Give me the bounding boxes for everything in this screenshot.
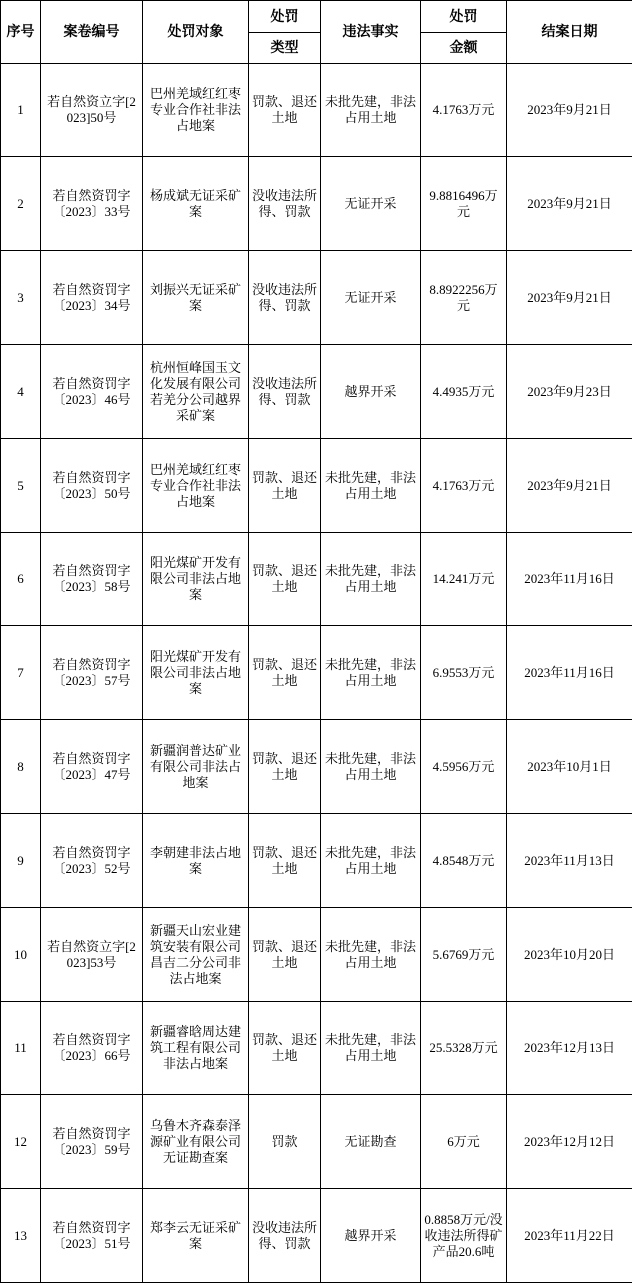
cell-penalty-type: 罚款、退还土地 xyxy=(249,814,321,908)
cell-penalty-type: 罚款、退还土地 xyxy=(249,1002,321,1095)
cell-fine: 4.1763万元 xyxy=(421,439,507,533)
cell-facts: 未批先建，非法占用土地 xyxy=(321,814,421,908)
cell-date: 2023年9月21日 xyxy=(507,251,632,345)
table-row xyxy=(1,1095,632,1189)
cell-target: 乌鲁木齐森泰泽源矿业有限公司无证勘查案 xyxy=(143,1095,249,1189)
cell-penalty-type: 没收违法所得、罚款 xyxy=(249,1189,321,1283)
cell-fine: 25.5328万元 xyxy=(421,1002,507,1095)
header-row-top xyxy=(1,1,632,33)
table-row xyxy=(1,1189,632,1283)
cell-target: 巴州羌域红红枣专业合作社非法占地案 xyxy=(143,439,249,533)
header-fine-bottom: 金额 xyxy=(421,33,507,64)
cell-date: 2023年10月20日 xyxy=(507,908,632,1002)
cell-fine: 5.6769万元 xyxy=(421,908,507,1002)
cell-target: 新疆天山宏业建筑安装有限公司昌吉二分公司非法占地案 xyxy=(143,908,249,1002)
header-facts: 违法事实 xyxy=(321,1,421,64)
table-row xyxy=(1,626,632,720)
cell-fine: 4.8548万元 xyxy=(421,814,507,908)
cell-seq: 10 xyxy=(1,908,41,1002)
cell-case-no: 若自然资罚字〔2023〕59号 xyxy=(41,1095,143,1189)
cell-fine: 9.8816496万元 xyxy=(421,157,507,251)
cell-facts: 越界开采 xyxy=(321,1189,421,1283)
cell-target: 阳光煤矿开发有限公司非法占地案 xyxy=(143,533,249,626)
cell-case-no: 若自然资罚字〔2023〕51号 xyxy=(41,1189,143,1283)
cell-seq: 5 xyxy=(1,439,41,533)
cell-facts: 未批先建，非法占用土地 xyxy=(321,1002,421,1095)
cell-target: 阳光煤矿开发有限公司非法占地案 xyxy=(143,626,249,720)
cell-seq: 8 xyxy=(1,720,41,814)
cell-target: 杭州恒峰国玉文化发展有限公司若羌分公司越界采矿案 xyxy=(143,345,249,439)
cell-date: 2023年11月16日 xyxy=(507,626,632,720)
cell-target: 李朝建非法占地案 xyxy=(143,814,249,908)
cell-date: 2023年9月21日 xyxy=(507,64,632,157)
cell-case-no: 若自然资罚字〔2023〕47号 xyxy=(41,720,143,814)
cell-penalty-type: 没收违法所得、罚款 xyxy=(249,251,321,345)
cell-penalty-type: 罚款、退还土地 xyxy=(249,533,321,626)
table-row xyxy=(1,720,632,814)
cell-facts: 越界开采 xyxy=(321,345,421,439)
cell-fine: 8.8922256万元 xyxy=(421,251,507,345)
cell-case-no: 若自然资罚字〔2023〕33号 xyxy=(41,157,143,251)
cell-case-no: 若自然资罚字〔2023〕50号 xyxy=(41,439,143,533)
cell-penalty-type: 罚款、退还土地 xyxy=(249,908,321,1002)
header-target: 处罚对象 xyxy=(143,1,249,64)
cell-target: 刘振兴无证采矿案 xyxy=(143,251,249,345)
cell-facts: 未批先建，非法占用土地 xyxy=(321,720,421,814)
cell-fine: 14.241万元 xyxy=(421,533,507,626)
cell-facts: 无证勘查 xyxy=(321,1095,421,1189)
cell-date: 2023年9月21日 xyxy=(507,439,632,533)
table-row xyxy=(1,1002,632,1095)
cell-facts: 无证开采 xyxy=(321,157,421,251)
header-fine-top: 处罚 xyxy=(421,1,507,33)
table-row xyxy=(1,345,632,439)
cell-seq: 6 xyxy=(1,533,41,626)
cell-penalty-type: 罚款、退还土地 xyxy=(249,439,321,533)
cell-facts: 未批先建，非法占用土地 xyxy=(321,64,421,157)
cell-facts: 无证开采 xyxy=(321,251,421,345)
cell-fine: 4.5956万元 xyxy=(421,720,507,814)
cell-seq: 4 xyxy=(1,345,41,439)
cell-seq: 3 xyxy=(1,251,41,345)
cell-case-no: 若自然资罚字〔2023〕57号 xyxy=(41,626,143,720)
cell-case-no: 若自然资罚字〔2023〕66号 xyxy=(41,1002,143,1095)
cell-fine: 0.8858万元/没收违法所得矿产品20.6吨 xyxy=(421,1189,507,1283)
cell-seq: 13 xyxy=(1,1189,41,1283)
table-row xyxy=(1,251,632,345)
header-ptype-bottom: 类型 xyxy=(249,33,321,64)
cell-target: 郑李云无证采矿案 xyxy=(143,1189,249,1283)
cell-facts: 未批先建，非法占用土地 xyxy=(321,533,421,626)
cell-seq: 7 xyxy=(1,626,41,720)
cell-seq: 9 xyxy=(1,814,41,908)
table-row xyxy=(1,439,632,533)
cell-case-no: 若自然资立字[2023]50号 xyxy=(41,64,143,157)
cell-fine: 4.1763万元 xyxy=(421,64,507,157)
cell-facts: 未批先建，非法占用土地 xyxy=(321,439,421,533)
cell-case-no: 若自然资罚字〔2023〕58号 xyxy=(41,533,143,626)
cell-target: 新疆睿晗周达建筑工程有限公司非法占地案 xyxy=(143,1002,249,1095)
table-row xyxy=(1,533,632,626)
cell-seq: 2 xyxy=(1,157,41,251)
cell-fine: 6万元 xyxy=(421,1095,507,1189)
cell-target: 巴州羌域红红枣专业合作社非法占地案 xyxy=(143,64,249,157)
cell-seq: 11 xyxy=(1,1002,41,1095)
table-row xyxy=(1,64,632,157)
cell-penalty-type: 罚款、退还土地 xyxy=(249,626,321,720)
cell-target: 杨成斌无证采矿案 xyxy=(143,157,249,251)
cell-date: 2023年11月16日 xyxy=(507,533,632,626)
cell-seq: 12 xyxy=(1,1095,41,1189)
cell-seq: 1 xyxy=(1,64,41,157)
table-row xyxy=(1,157,632,251)
cell-date: 2023年10月1日 xyxy=(507,720,632,814)
cell-penalty-type: 罚款、退还土地 xyxy=(249,64,321,157)
cell-penalty-type: 罚款、退还土地 xyxy=(249,720,321,814)
header-case-no: 案卷编号 xyxy=(41,1,143,64)
cell-penalty-type: 罚款 xyxy=(249,1095,321,1189)
cell-penalty-type: 没收违法所得、罚款 xyxy=(249,157,321,251)
cell-penalty-type: 没收违法所得、罚款 xyxy=(249,345,321,439)
cell-facts: 未批先建，非法占用土地 xyxy=(321,626,421,720)
table-body xyxy=(1,64,632,1283)
table-row xyxy=(1,814,632,908)
cell-case-no: 若自然资罚字〔2023〕34号 xyxy=(41,251,143,345)
cell-date: 2023年11月13日 xyxy=(507,814,632,908)
cell-date: 2023年9月23日 xyxy=(507,345,632,439)
cell-date: 2023年9月21日 xyxy=(507,157,632,251)
header-ptype-top: 处罚 xyxy=(249,1,321,33)
cell-target: 新疆润普达矿业有限公司非法占地案 xyxy=(143,720,249,814)
header-date: 结案日期 xyxy=(507,1,632,64)
cell-facts: 未批先建，非法占用土地 xyxy=(321,908,421,1002)
cell-date: 2023年12月12日 xyxy=(507,1095,632,1189)
cell-fine: 6.9553万元 xyxy=(421,626,507,720)
cell-case-no: 若自然资立字[2023]53号 xyxy=(41,908,143,1002)
cell-date: 2023年12月13日 xyxy=(507,1002,632,1095)
cell-date: 2023年11月22日 xyxy=(507,1189,632,1283)
cell-fine: 4.4935万元 xyxy=(421,345,507,439)
cell-case-no: 若自然资罚字〔2023〕46号 xyxy=(41,345,143,439)
header-seq: 序号 xyxy=(1,1,41,64)
cell-case-no: 若自然资罚字〔2023〕52号 xyxy=(41,814,143,908)
table-row xyxy=(1,908,632,1002)
